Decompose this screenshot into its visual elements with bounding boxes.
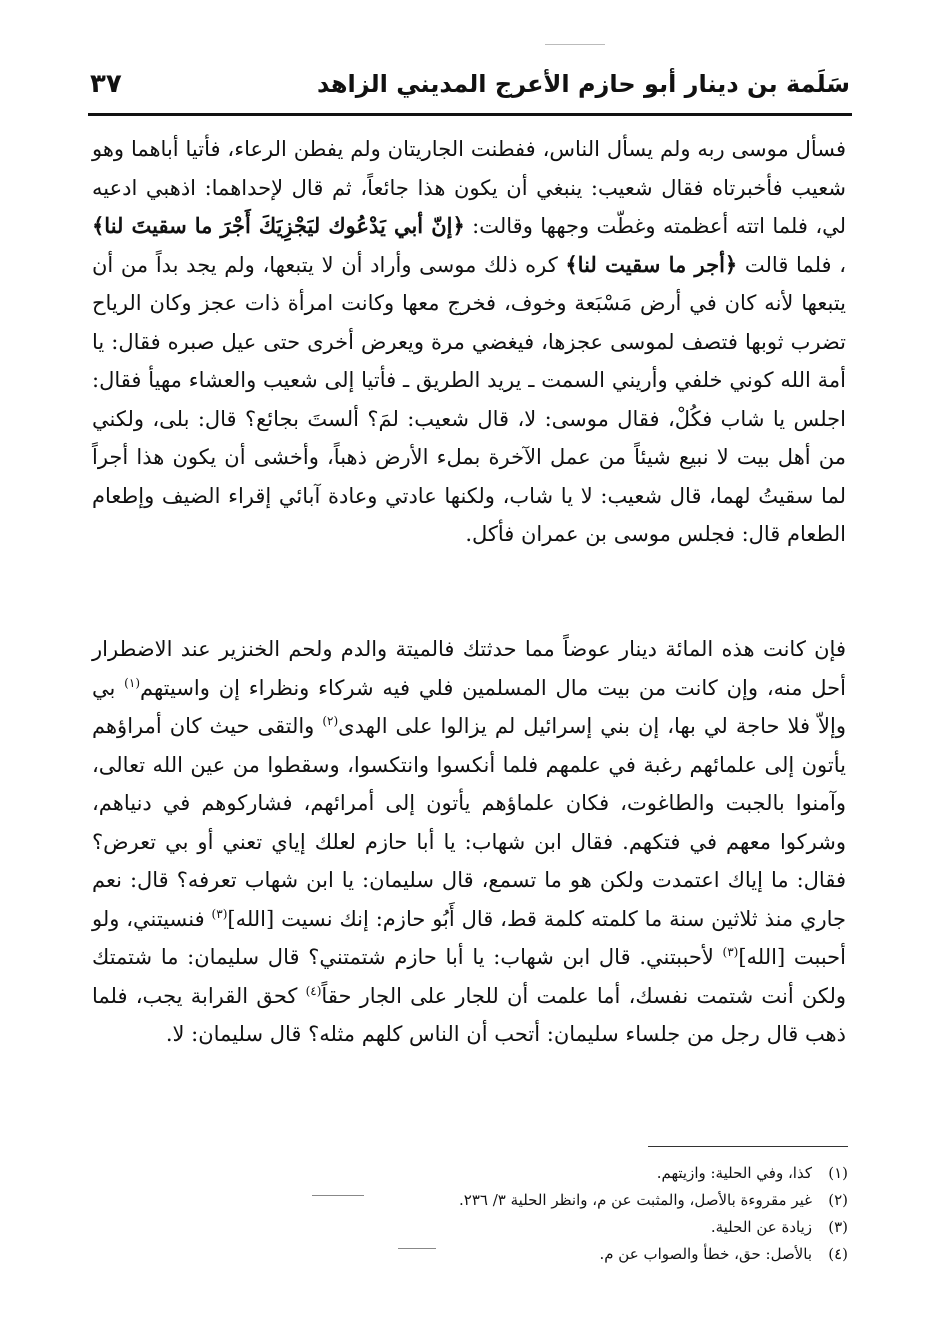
quran-quote-1: ﴿إنّ أبي يَدْعُوك ليَجْزِيَكَ أَجْرَ ما سقيتَ لنا﴾: [92, 213, 465, 238]
paragraph-2-text-4: فنسيتني، ولو أحببت [الله]: [92, 906, 846, 969]
footnote-1: [92, 1160, 848, 1187]
paragraph-2-text-1: فإن كانت هذه المائة دينار عوضاً مما حدثتك فالميتة والدم ولحم الخنزير عند الاضطرار أحل منه، وإن كانت من بيت مال المسلمين فلي فيه شركاء ونظراء إن واسيتهم: [92, 637, 846, 700]
footnote-text: بالأصل: حق، خطأ والصواب عن م.: [599, 1245, 812, 1263]
scan-mark: [312, 1195, 364, 1196]
running-header: [90, 62, 850, 112]
paragraph-1-text-3: كره ذلك موسى وأراد أن لا يتبعها، ولم يجد بداً من أن يتبعها لأنه كان في أرض مَسْبَعة وخوف، فخرج معها وكانت امرأة ذات عجز وكان الرياح تضرب ثوبها فتصف لموسى عجزها، فيغضي مرة ويعرض أخرى حتى عيل صبره فقال: يا أمة الله كوني خلفي وأريني السمت ـ يريد الطريق ـ فأتيا إلى شعيب والعشاء مهيأ فقال: اجلس يا شاب فكُلْ، فقال موسى: لا، قال شعيب: لمَ؟ ألستَ بجائع؟ قال: بلى، ولكني من أهل بيت لا نبيع شيئاً من عمل الآخرة بملء الأرض ذهباً، وأخشى أن يكون هذا أجراً لما سقيتُ لهما، قال شعيب: لا يا شاب، ولكنها عادتي وعادة آبائي إقراء الضيف وإطعام الطعام قال: فجلس موسى بن عمران فأكل.: [92, 252, 846, 546]
paragraph-2-text-5: لأحببتني. قال ابن شهاب: يا أبا حازم شتمتني؟ قال سليمان: ما شتمتك ولكن أنت شتمت نفسك، أما علمت أن للجار على الجار حقاً: [92, 945, 846, 1008]
paragraph-2-text-3: والتقى حيث كان أمراؤهم يأتون إلى علمائهم رغبة في علمهم فلما أنكسوا وانتكسوا، وسقطوا من عين الله تعالى، وآمنوا بالجبت والطاغوت، فكان علماؤهم يأتون إلى أمرائهم، فشاركوهم في دنياهم، وشركوا معهم في فتكهم. فقال ابن شهاب: يا أبا حازم لعلك إياي تعني أو بي تعرض؟ فقال: ما إياك اعتمدت ولكن هو ما تسمع، قال سليمان: يا ابن شهاب تعرفه؟ قال: نعم جاري منذ ثلاثين سنة ما كلمته كلمة قط، قال أَبُو حازم: إنك نسيت [الله]: [92, 714, 847, 931]
footnote-ref-1: (١): [124, 675, 140, 690]
paragraph-2-text-6: كحق القرابة يجب، فلما ذهب قال رجل من جلساء سليمان: أتحب أن الناس كلهم مثله؟ قال سليمان: لا.: [92, 983, 846, 1046]
page-number: ٣٧: [90, 69, 122, 99]
scan-mark: [398, 1248, 436, 1249]
footnote-3: [92, 1214, 848, 1241]
quran-quote-2: ﴿أجر ما سقيت لنا﴾: [565, 251, 738, 277]
running-title: سَلَمة بن دينار أبو حازم الأعرج المديني الزاهد: [317, 70, 850, 98]
footnote-number: (٣): [828, 1218, 848, 1236]
footnotes-list: [92, 1160, 848, 1268]
footnote-ref-2: (٢): [322, 714, 339, 728]
footnote-2: [92, 1187, 848, 1214]
footnote-4: [92, 1241, 848, 1268]
scan-mark: [545, 44, 605, 45]
paragraph-2-text-2: بي وإلاّ فلا حاجة لي بها، إن بني إسرائيل لم يزالوا على الهدى: [92, 675, 846, 738]
footnote-number: (٤): [828, 1245, 848, 1263]
paragraph-1-text-2: ، فلما قالت: [737, 252, 847, 277]
footnote-text: زيادة عن الحلية.: [710, 1218, 812, 1236]
paragraph-2: [92, 630, 846, 1054]
footnote-number: (٢): [828, 1191, 848, 1209]
paragraph-1: [92, 130, 846, 554]
footnote-ref-3: (٣): [211, 906, 228, 921]
paragraph-1-text-1: فسأل موسى ربه ولم يسأل الناس، ففطنت الجاريتان ولم يفطن الرعاء، فأتيا أباهما وهو شعيب فأخبرتاه فقال شعيب: ينبغي أن يكون هذا جائعاً، ثم قال لإحداهما: اذهبي ادعيه لي، فلما اتته أعظمته وغطّت وجهها وقالت:: [92, 137, 846, 238]
footnote-number: (١): [828, 1164, 848, 1182]
footnote-ref-4: (٤): [305, 983, 322, 998]
footnote-text: غير مقروءة بالأصل، والمثبت عن م، وانظر الحلية ٣/ ٢٣٦.: [459, 1191, 812, 1209]
footnote-text: كذا، وفي الحلية: وازيتهم.: [656, 1164, 812, 1182]
header-rule: [88, 113, 852, 116]
footnote-ref-3-repeat: (٣): [722, 945, 739, 959]
footnote-separator: [648, 1146, 848, 1147]
